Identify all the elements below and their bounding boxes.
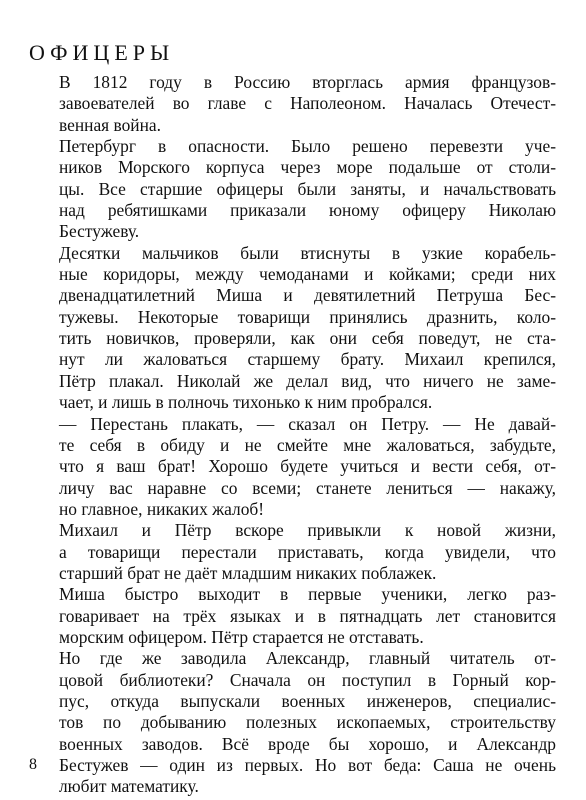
text-line: цовой библиотеки? Сначала он поступил в Горный кор- [59, 669, 556, 690]
paragraph [29, 584, 556, 648]
text-line: венная война. [59, 114, 161, 135]
text-line: — Перестань плакать, — сказал он Петру. — Не давай- [59, 413, 556, 434]
text-line: те себя в обиду и не смейте мне жаловаться, забудьте, [59, 434, 556, 455]
paragraph [29, 520, 556, 584]
text-line: ников Морского корпуса через море подальше от столи- [59, 157, 556, 178]
chapter-heading: ОФИЦЕРЫ [29, 40, 175, 65]
paragraph [29, 72, 556, 136]
text-line: говаривает на трёх языках и в пятнадцать лет становится [59, 605, 556, 626]
text-line: Но где же заводила Александр, главный читатель от- [59, 648, 556, 669]
text-line: но главное, никаких жалоб! [59, 498, 265, 519]
text-line: пус, откуда выпускали военных инженеров, специалис- [59, 690, 556, 711]
paragraph [29, 243, 556, 414]
text-line: Бестужев — один из первых. Но вот беда: Саша не очень [59, 755, 556, 775]
text-line: тить новичков, проверяли, как они себя поведут, не ста- [59, 328, 556, 349]
text-line: двенадцатилетний Миша и девятилетний Петруша Бес- [59, 285, 556, 306]
paragraph [29, 414, 556, 521]
text-line: Пётр плакал. Николай же делал вид, что ничего не заме- [59, 370, 556, 391]
text-line: личу вас наравне со всеми; станете лениться — накажу, [59, 477, 556, 498]
text-line: Десятки мальчиков были втиснуты в узкие корабель- [59, 242, 556, 263]
text-line: цы. Все старшие офицеры были заняты, и начальствовать [59, 178, 556, 199]
text-line: Бестужеву. [59, 221, 140, 242]
text-line: ные коридоры, между чемоданами и койками; среди них [59, 264, 556, 285]
text-line: морским офицером. Пётр старается не отставать. [59, 626, 424, 647]
text-line: чает, и лишь в полночь тихонько к ним пробрался. [59, 392, 433, 413]
text-line: а товарищи перестали приставать, когда увидели, что [59, 541, 556, 562]
paragraph [29, 648, 556, 797]
text-line: Петербург в опасности. Было решено перевезти уче- [59, 136, 556, 157]
text-line: военных заводов. Всё вроде бы хорошо, и Александр [59, 733, 556, 754]
text-line: что я ваш брат! Хорошо будете учиться и вести себя, от- [59, 456, 556, 477]
text-line: над ребятишками приказали юному офицеру Николаю [59, 200, 556, 221]
text-line: нут ли жаловаться старшему брату. Михаил крепился, [59, 349, 556, 370]
text-line: тов по добыванию полезных ископаемых, строительству [59, 712, 556, 733]
text-line: В 1812 году в Россию вторглась армия французов- [59, 72, 556, 92]
text-line: Миша быстро выходит в первые ученики, легко раз- [59, 584, 556, 605]
chapter-body [29, 72, 556, 798]
text-line: тужевы. Некоторые товарищи принялись дразнить, коло- [59, 306, 556, 327]
text-line: любит математику. [59, 776, 199, 797]
page-number: 8 [29, 756, 37, 773]
paragraph [29, 136, 556, 243]
text-line: завоевателей во главе с Наполеоном. Началась Отечест- [59, 93, 556, 114]
text-line: Михаил и Пётр вскоре привыкли к новой жизни, [59, 520, 556, 541]
text-line: старший брат не даёт младшим никаких поблажек. [59, 562, 437, 583]
